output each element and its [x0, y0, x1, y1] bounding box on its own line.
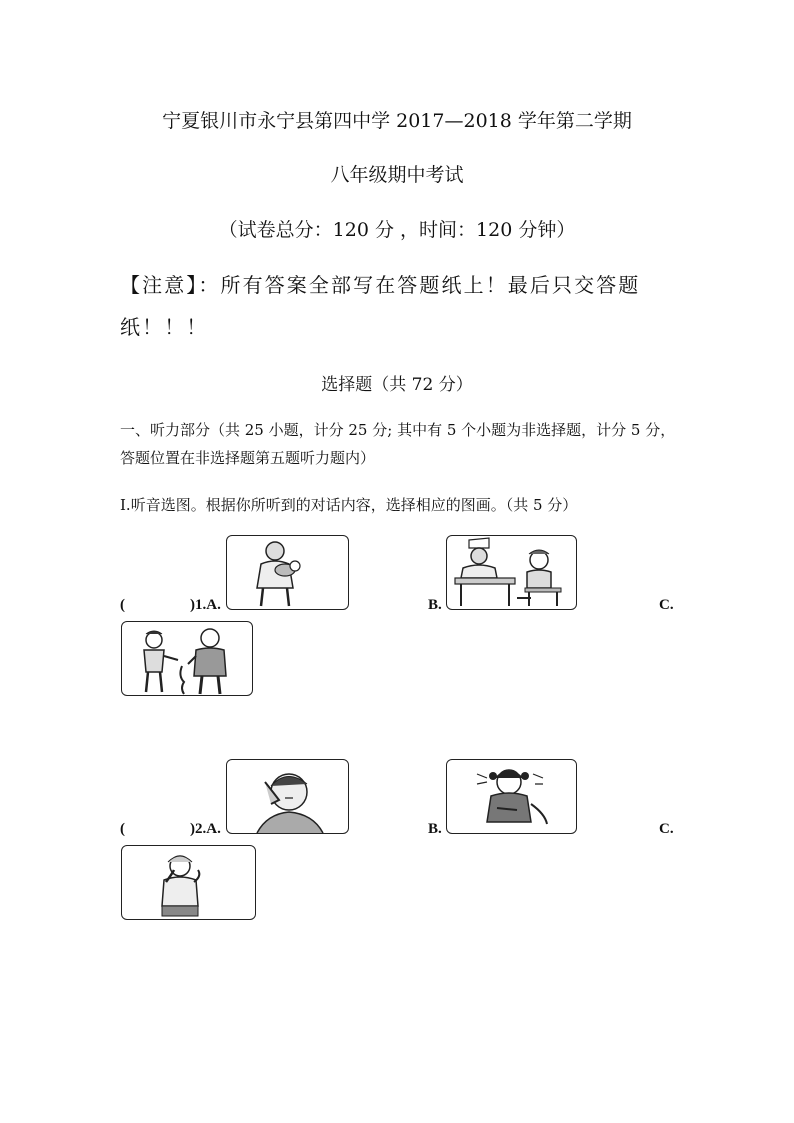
q1-open-paren: ( — [120, 597, 125, 613]
exam-title-line1: 宁夏银川市永宁县第四中学 2017—2018 学年第二学期 — [162, 110, 632, 132]
q1-label-a: )1.A. — [190, 597, 221, 613]
listening-part-description: 一、听力部分（共 25 小题，计分 25 分; 其中有 5 个小题为非选择题，计分 5 分，答题位置在非选择题第五题听力题内） — [120, 421, 676, 467]
man-holding-baby-image[interactable] — [226, 535, 349, 610]
girl-stomachache-image[interactable] — [446, 759, 577, 834]
doctor-and-boy-image[interactable] — [446, 535, 577, 610]
q2-label-c: C. — [659, 821, 674, 837]
woman-toothache-image[interactable] — [121, 845, 256, 920]
boy-and-old-man-image[interactable] — [121, 621, 253, 696]
q2-label-b: B. — [428, 821, 442, 837]
q1-label-c: C. — [659, 597, 674, 613]
exam-score-time: （试卷总分：120 分 ，时间：120 分钟） — [218, 219, 576, 241]
exam-title-line2: 八年级期中考试 — [330, 164, 464, 186]
section-title: 选择题（共 72 分） — [321, 375, 473, 395]
man-headache-image[interactable] — [226, 759, 349, 834]
notice-text: 【注意】：所有答案全部写在答题纸上！最后只交答题纸！！！ — [120, 273, 641, 339]
q1-label-b: B. — [428, 597, 442, 613]
q2-label-a: )2.A. — [190, 821, 221, 837]
q2-open-paren: ( — [120, 821, 125, 837]
question-instruction: I.听音选图。根据你所听到的对话内容，选择相应的图画。（共 5 分） — [120, 496, 578, 514]
